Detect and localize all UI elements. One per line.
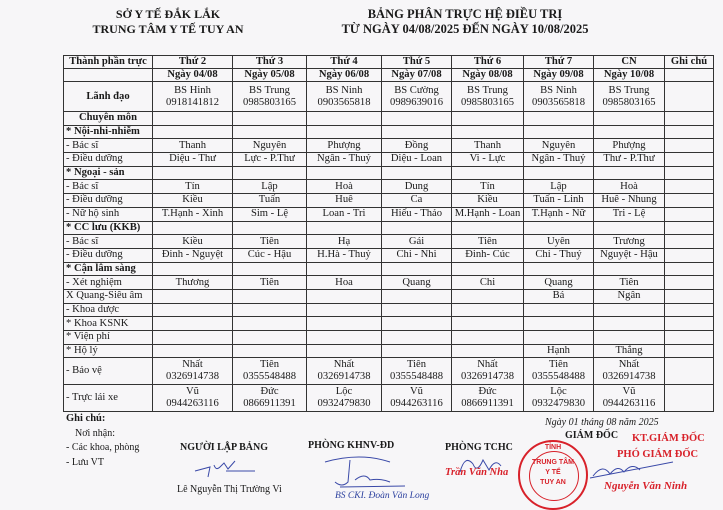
duty-cell [524,125,594,139]
note-cell [665,207,714,221]
duty-cell: Thương [153,276,233,290]
duty-cell: Đức 0866911391 [452,385,524,412]
duty-cell [153,331,233,345]
date-header: Ngày 05/08 [233,69,307,82]
table-row [64,289,714,303]
table-row [64,166,714,180]
duty-cell: Hạ [307,235,382,249]
duty-cell: Tuấn [233,194,307,208]
table-row [64,358,714,385]
org-line-1: SỞ Y TẾ ĐẮK LẮK [115,7,221,21]
note-cell [665,385,714,412]
date-header: Ngày 10/08 [594,69,665,82]
duty-cell: BS Ninh 0903565818 [524,82,594,112]
khnv-title: PHÒNG KHNV-ĐD [308,440,395,451]
duty-cell [594,112,665,126]
duty-cell [233,331,307,345]
duty-cell: Đức 0866911391 [233,385,307,412]
weekday-header: Thứ 4 [307,56,382,69]
duty-cell [307,289,382,303]
duty-cell: BS Trung 0985803165 [233,82,307,112]
duty-cell [233,317,307,331]
duty-cell: Kiều [153,235,233,249]
duty-cell: Loan - Tri [307,207,382,221]
duty-cell: T.Hạnh - Nữ [524,207,594,221]
duty-cell [382,344,452,358]
duty-cell: Vũ 0944263116 [153,385,233,412]
table-row [64,125,714,139]
row-label: - Bảo vệ [64,358,153,385]
date-header: Ngày 06/08 [307,69,382,82]
duty-cell: Thanh [452,139,524,153]
duty-cell: Hoà [307,180,382,194]
stamp-top: TỈNH [544,444,562,451]
duty-cell: Hoa [307,276,382,290]
row-label: Lãnh đạo [64,82,153,112]
doc-title: BẢNG PHÂN TRỰC HỆ ĐIỀU TRỊ [367,7,563,21]
date-header: Ngày 04/08 [153,69,233,82]
duty-cell [452,221,524,235]
director-title: GIÁM ĐỐC [565,430,619,441]
table-row [64,139,714,153]
duty-cell: Tiên [452,235,524,249]
duty-cell: Thanh [153,139,233,153]
row-label: - Điều dưỡng [64,194,153,208]
duty-cell [452,317,524,331]
duty-cell [307,344,382,358]
note-cell [665,358,714,385]
duty-cell: M.Hạnh - Loan [452,207,524,221]
duty-cell [452,166,524,180]
duty-cell: Nhất 0326914738 [452,358,524,385]
duty-cell: Lập [524,180,594,194]
duty-cell [153,125,233,139]
duty-cell [153,344,233,358]
row-label: * Khoa KSNK [64,317,153,331]
duty-cell: Nhất 0326914738 [594,358,665,385]
duty-cell [452,331,524,345]
director-signature [588,458,678,480]
duty-cell: Tín [153,180,233,194]
note-cell [665,221,714,235]
duty-cell [233,112,307,126]
duty-cell: Huê - Nhung [594,194,665,208]
duty-cell [452,125,524,139]
row-label: * Viện phí [64,331,153,345]
duty-cell [382,317,452,331]
duty-cell: BS Trung 0985803165 [452,82,524,112]
duty-cell [382,331,452,345]
duty-cell [452,112,524,126]
duty-cell: Diệu - Loan [382,153,452,167]
duty-cell [382,112,452,126]
duty-cell [524,317,594,331]
duty-cell [452,303,524,317]
duty-cell: Lực - P.Thư [233,153,307,167]
table-row [64,344,714,358]
org-header [88,7,248,37]
duty-cell: Kiều [153,194,233,208]
duty-cell: Đinh - Nguyệt [153,248,233,262]
empty-cell [64,69,153,82]
duty-cell: Hạnh [524,344,594,358]
doc-title-block [300,7,630,37]
duty-cell: Chi - Nhi [382,248,452,262]
row-label: Chuyên môn [64,112,153,126]
duty-cell: Dung [382,180,452,194]
duty-cell: Quang [382,276,452,290]
recipient-item: - Các khoa, phòng [66,442,140,453]
row-label: - Điều dưỡng [64,153,153,167]
note-cell [665,112,714,126]
note-cell [665,194,714,208]
weekday-header: Thứ 7 [524,56,594,69]
note-cell [665,276,714,290]
table-row [64,112,714,126]
note-title: Ghi chú: [66,413,106,424]
duty-cell [233,221,307,235]
table-row [64,303,714,317]
duty-cell: BS Hinh 0918141812 [153,82,233,112]
duty-cell: Ngân - Thuỷ [307,153,382,167]
duty-cell: Tiên 0355548488 [524,358,594,385]
duty-cell: Uyên [524,235,594,249]
duty-cell: Thắng [594,344,665,358]
duty-cell: Thư - P.Thư [594,153,665,167]
duty-cell [524,303,594,317]
duty-cell [594,331,665,345]
duty-cell: Gái [382,235,452,249]
date-header: Ngày 07/08 [382,69,452,82]
duty-cell: Lộc 0932479830 [307,385,382,412]
duty-cell: Quang [524,276,594,290]
row-label: X Quang-Siêu âm [64,289,153,303]
kt-director: KT.GIÁM ĐỐC [632,433,705,444]
duty-cell: Lập [233,180,307,194]
duty-cell [382,289,452,303]
weekday-header: CN [594,56,665,69]
note-cell [665,248,714,262]
recipient-item: - Lưu VT [66,457,105,468]
duty-cell: Ca [382,194,452,208]
note-cell [665,303,714,317]
duty-cell: Chi [452,276,524,290]
duty-cell: Ngân - Thuỷ [524,153,594,167]
table-row [64,207,714,221]
duty-cell [524,166,594,180]
duty-cell [524,112,594,126]
duty-cell: Phượng [594,139,665,153]
duty-table [63,55,714,412]
duty-cell: Ngân [594,289,665,303]
duty-cell [233,262,307,276]
note-cell [665,153,714,167]
table-row [64,153,714,167]
column-header-label: Thành phần trực [64,56,153,69]
note-cell [665,69,714,82]
duty-cell [233,289,307,303]
preparer-name: Lê Nguyễn Thị Trường Vi [177,484,282,495]
duty-cell [307,303,382,317]
row-label: * Ngoại - sản [64,166,153,180]
row-label: - Bác sĩ [64,235,153,249]
duty-cell: Tiên [233,235,307,249]
note-cell [665,344,714,358]
date-line: Ngày 01 tháng 08 năm 2025 [545,417,659,428]
duty-cell: BS Cường 0989639016 [382,82,452,112]
duty-cell [594,262,665,276]
duty-cell: BS Trung 0985803165 [594,82,665,112]
tchc-title: PHÒNG TCHC [445,442,513,453]
duty-cell [307,262,382,276]
duty-cell [524,262,594,276]
duty-cell: Tiên 0355548488 [382,358,452,385]
duty-cell: Hoà [594,180,665,194]
row-label: - Nữ hộ sinh [64,207,153,221]
duty-cell: Vũ 0944263116 [382,385,452,412]
row-label: * CC lưu (KKB) [64,221,153,235]
khnv-signature [320,452,410,492]
duty-cell: Sim - Lệ [233,207,307,221]
doc-subtitle: TỪ NGÀY 04/08/2025 ĐẾN NGÀY 10/08/2025 [341,22,589,36]
date-header: Ngày 08/08 [452,69,524,82]
note-cell [665,262,714,276]
duty-cell: Đồng [382,139,452,153]
duty-cell: Tuấn - Linh [524,194,594,208]
table-row [64,248,714,262]
duty-cell [452,262,524,276]
preparer-title: NGƯỜI LẬP BẢNG [180,442,268,453]
table-row [64,262,714,276]
date-header: Ngày 09/08 [524,69,594,82]
note-cell [665,82,714,112]
duty-cell: T.Hạnh - Xinh [153,207,233,221]
duty-cell [382,303,452,317]
note-cell [665,235,714,249]
duty-cell [153,317,233,331]
official-stamp [518,440,588,510]
duty-cell [452,289,524,303]
row-label: - Bác sĩ [64,180,153,194]
duty-cell: BS Ninh 0903565818 [307,82,382,112]
duty-cell [307,125,382,139]
duty-cell [594,166,665,180]
duty-cell: Huê [307,194,382,208]
duty-cell: Hiếu - Thảo [382,207,452,221]
duty-cell [233,125,307,139]
duty-cell [594,317,665,331]
duty-cell [307,317,382,331]
row-label: - Bác sĩ [64,139,153,153]
table-row [64,317,714,331]
duty-cell: Tri - Lệ [594,207,665,221]
duty-cell [307,221,382,235]
table-row [64,276,714,290]
duty-cell [233,166,307,180]
duty-cell: Vũ 0944263116 [594,385,665,412]
duty-cell [307,112,382,126]
row-label: * Nội-nhi-nhiễm [64,125,153,139]
duty-cell: Bá [524,289,594,303]
duty-cell [307,331,382,345]
header-row-date [64,69,714,82]
row-label: - Điều dưỡng [64,248,153,262]
duty-cell: Phượng [307,139,382,153]
duty-cell: Nguyên [524,139,594,153]
duty-cell: Nguyệt - Hậu [594,248,665,262]
duty-cell: Tiên 0355548488 [233,358,307,385]
column-header-note: Ghi chú [665,56,714,69]
table-row [64,385,714,412]
deputy-director: PHÓ GIÁM ĐỐC [617,449,699,460]
duty-cell: Kiều [452,194,524,208]
duty-cell [307,166,382,180]
note-cell [665,139,714,153]
table-row [64,194,714,208]
stamp-line-3: TUY AN [540,479,566,486]
row-label: - Khoa dược [64,303,153,317]
note-cell [665,166,714,180]
duty-cell [153,221,233,235]
duty-cell [153,262,233,276]
duty-cell: Diệu - Thư [153,153,233,167]
director-name: Nguyễn Văn Ninh [604,480,688,492]
duty-cell: Trương [594,235,665,249]
duty-cell [233,303,307,317]
duty-cell: Tín [452,180,524,194]
duty-cell [382,221,452,235]
note-cell [665,289,714,303]
duty-cell [594,221,665,235]
duty-cell: Chi - Thuý [524,248,594,262]
duty-cell [594,125,665,139]
note-cell [665,317,714,331]
row-label: * Cận lâm sàng [64,262,153,276]
weekday-header: Thứ 6 [452,56,524,69]
row-label: - Trực lái xe [64,385,153,412]
duty-cell: Tiên [594,276,665,290]
duty-cell [382,125,452,139]
duty-cell [594,303,665,317]
duty-cell: H.Hà - Thuỷ [307,248,382,262]
duty-cell [524,221,594,235]
weekday-header: Thứ 3 [233,56,307,69]
note-cell [665,125,714,139]
duty-cell: Nhất 0326914738 [153,358,233,385]
weekday-header: Thứ 2 [153,56,233,69]
stamp-line-2: Y TẾ [545,469,561,476]
table-row [64,82,714,112]
duty-cell [153,303,233,317]
duty-cell: Tiên [233,276,307,290]
duty-cell [153,112,233,126]
org-line-2: TRUNG TÂM Y TẾ TUY AN [92,22,244,36]
duty-cell [153,289,233,303]
tchc-name: Trần Văn Nha [445,467,509,478]
weekday-header: Thứ 5 [382,56,452,69]
duty-cell: Lộc 0932479830 [524,385,594,412]
table-row [64,180,714,194]
duty-cell [524,331,594,345]
duty-cell: Vi - Lực [452,153,524,167]
duty-cell: Nguyên [233,139,307,153]
header-row-weekday [64,56,714,69]
table-row [64,221,714,235]
row-label: - Xét nghiệm [64,276,153,290]
note-cell [665,331,714,345]
duty-cell [233,344,307,358]
preparer-signature [190,455,260,483]
duty-cell [382,262,452,276]
table-row [64,235,714,249]
recipients-title: Nơi nhận: [75,428,116,439]
duty-cell: Nhất 0326914738 [307,358,382,385]
khnv-name: BS CKI. Đoàn Văn Long [335,491,430,501]
duty-cell: Cúc - Hậu [233,248,307,262]
row-label: * Hộ lý [64,344,153,358]
duty-cell: Đinh- Cúc [452,248,524,262]
note-cell [665,180,714,194]
duty-cell [382,166,452,180]
duty-cell [452,344,524,358]
stamp-line-1: TRUNG TÂM [532,459,574,466]
table-row [64,331,714,345]
duty-cell [153,166,233,180]
